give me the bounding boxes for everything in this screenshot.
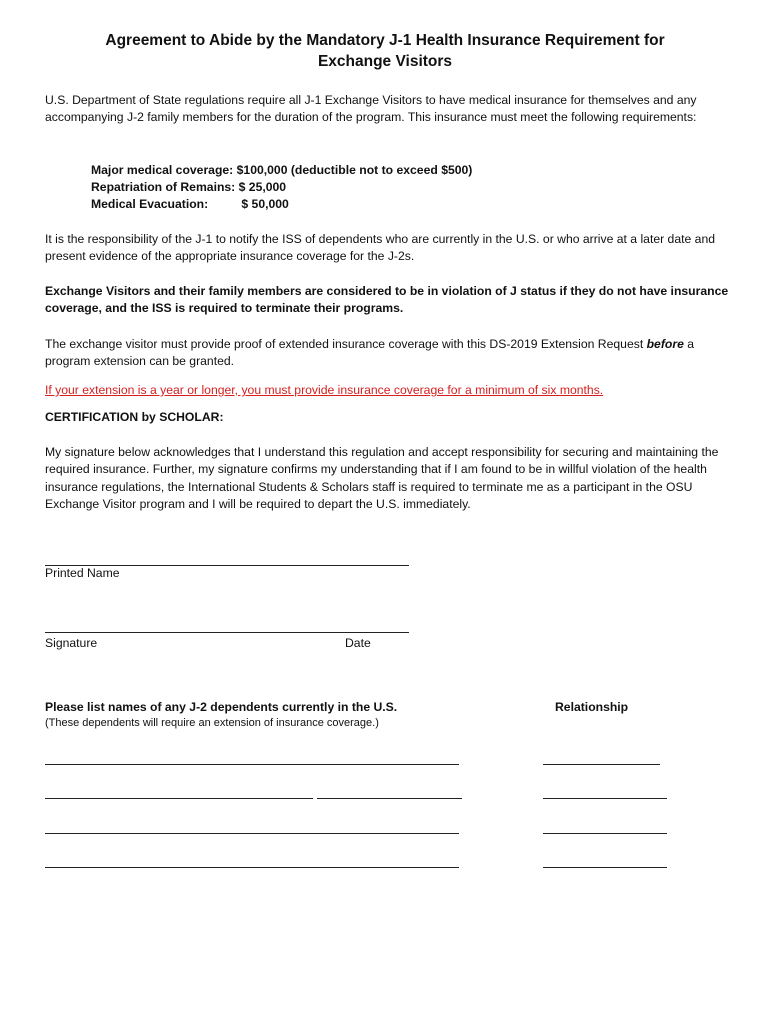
printed-name-label: Printed Name <box>45 566 120 580</box>
relationship-heading: Relationship <box>555 700 629 714</box>
responsibility-paragraph: It is the responsibility of the J-1 to notify the ISS of dependents who are currently in the U.S. or who arrive at a later date and present evidence of the appropriate insurance coverage for the J-2s. <box>45 232 715 264</box>
coverage-label: Repatriation of Remains: <box>91 180 236 194</box>
title-line-2: Exchange Visitors <box>317 53 453 70</box>
certification-heading: CERTIFICATION by SCHOLAR: <box>45 410 224 424</box>
dependent-name-field-4[interactable] <box>45 867 459 868</box>
document-title <box>60 30 710 72</box>
title-line-1: Agreement to Abide by the Mandatory J-1 Health Insurance Requirement for <box>105 32 665 49</box>
coverage-label: Medical Evacuation: <box>91 197 209 211</box>
dependent-name-field-2b[interactable] <box>317 798 462 799</box>
dependent-name-field-3[interactable] <box>45 833 459 834</box>
dependent-relationship-field-4[interactable] <box>543 867 667 868</box>
violation-paragraph: Exchange Visitors and their family members are considered to be in violation of J status if they do not have insurance coverage, and the ISS is required to terminate their programs. <box>45 284 729 316</box>
dependent-relationship-field-1[interactable] <box>543 764 660 765</box>
coverage-label: Major medical coverage: <box>91 163 234 177</box>
proof-text-before: The exchange visitor must provide proof of extended insurance coverage with this DS-2019 Extension Request <box>45 337 647 351</box>
certification-paragraph: My signature below acknowledges that I understand this regulation and accept responsibility for securing and maintaining the required insurance. Further, my signature confirms my understanding that if I am found to be in willful violation of the health insurance regulations, the International Students & Scholars staff is required to terminate me as a participant in the OSU Exchange Visitor program and I will be required to depart the U.S. immediately. <box>45 445 719 512</box>
coverage-value: $100,000 (deductible not to exceed $500) <box>236 163 473 177</box>
proof-text-after: a program extension can be granted. <box>45 337 695 369</box>
coverage-value: $ 50,000 <box>241 197 289 211</box>
extension-notice: If your extension is a year or longer, you must provide insurance coverage for a minimum of six months. <box>45 383 604 397</box>
coverage-repatriation <box>91 179 286 196</box>
signature-field[interactable] <box>45 632 409 633</box>
proof-paragraph <box>45 336 735 371</box>
date-label: Date <box>345 636 371 650</box>
coverage-value: $ 25,000 <box>238 180 287 194</box>
dependent-name-field-2[interactable] <box>45 798 313 799</box>
dependents-note: (These dependents will require an extension of insurance coverage.) <box>45 717 379 729</box>
proof-emphasis: before <box>646 337 684 351</box>
signature-label: Signature <box>45 636 98 650</box>
intro-paragraph: U.S. Department of State regulations require all J-1 Exchange Visitors to have medical insurance for themselves and any accompanying J-2 family members for the duration of the program. This insurance must meet the following requirements: <box>45 93 697 125</box>
dependent-name-field-1[interactable] <box>45 764 459 765</box>
coverage-major-medical <box>91 162 472 179</box>
coverage-evacuation <box>91 196 289 213</box>
dependent-relationship-field-2[interactable] <box>543 798 667 799</box>
dependent-relationship-field-3[interactable] <box>543 833 667 834</box>
dependents-heading: Please list names of any J-2 dependents currently in the U.S. <box>45 700 398 714</box>
